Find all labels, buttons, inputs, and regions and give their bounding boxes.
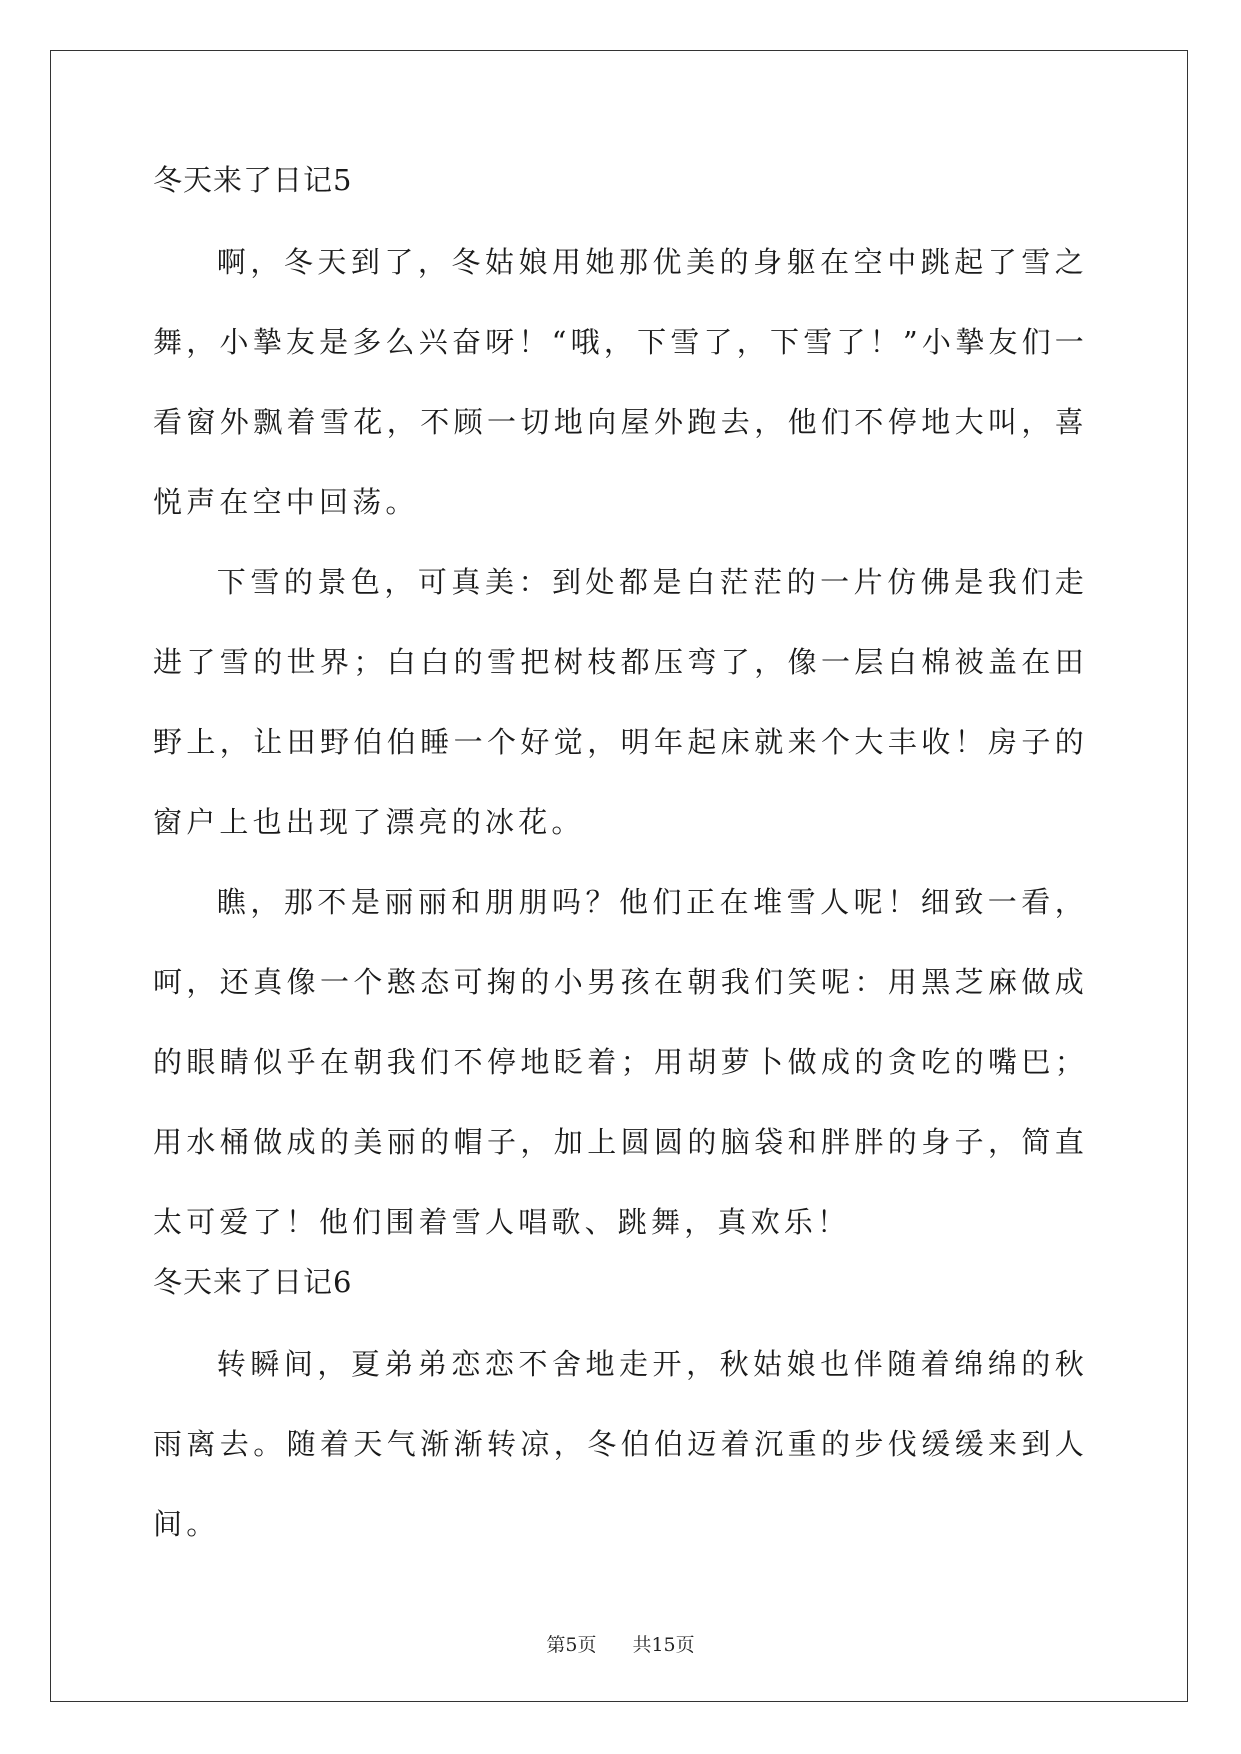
paragraph: 下雪的景色，可真美：到处都是白茫茫的一片仿佛是我们走进了雪的世界；白白的雪把树枝都压弯了，像一层白棉被盖在田野上，让田野伯伯睡一个好觉，明年起床就来个大丰收！房子的窗户上也出现了漂亮的冰花。	[153, 565, 1088, 839]
page-footer	[0, 1630, 1241, 1657]
paragraph: 瞧，那不是丽丽和朋朋吗？他们正在堆雪人呢！细致一看，呵，还真像一个憨态可掬的小男孩在朝我们笑呢：用黑芝麻做成的眼睛似乎在朝我们不停地眨着；用胡萝卜做成的贪吃的嘴巴；用水桶做成的美丽的帽子，加上圆圆的脑袋和胖胖的身子，简直太可爱了！他们围着雪人唱歌、跳舞，真欢乐！	[153, 885, 1088, 1239]
page-number: 第5页	[546, 1634, 597, 1656]
paragraph: 啊，冬天到了，冬姑娘用她那优美的身躯在空中跳起了雪之舞，小摯友是多么兴奋呀！“哦，下雪了，下雪了！”小摯友们一看窗外飘着雪花，不顾一切地向屋外跑去，他们不停地大叫，喜悦声在空中回荡。	[153, 245, 1088, 519]
section-heading: 冬天来了日记6	[153, 1265, 353, 1299]
paragraph: 转瞬间，夏弟弟恋恋不舍地走开，秋姑娘也伴随着绵绵的秋雨离去。随着天气渐渐转凉，冬伯伯迈着沉重的步伐缓缓来到人间。	[153, 1347, 1088, 1541]
section-heading: 冬天来了日记5	[153, 163, 353, 197]
document-body	[153, 160, 1088, 1564]
page-total: 共15页	[632, 1634, 695, 1656]
